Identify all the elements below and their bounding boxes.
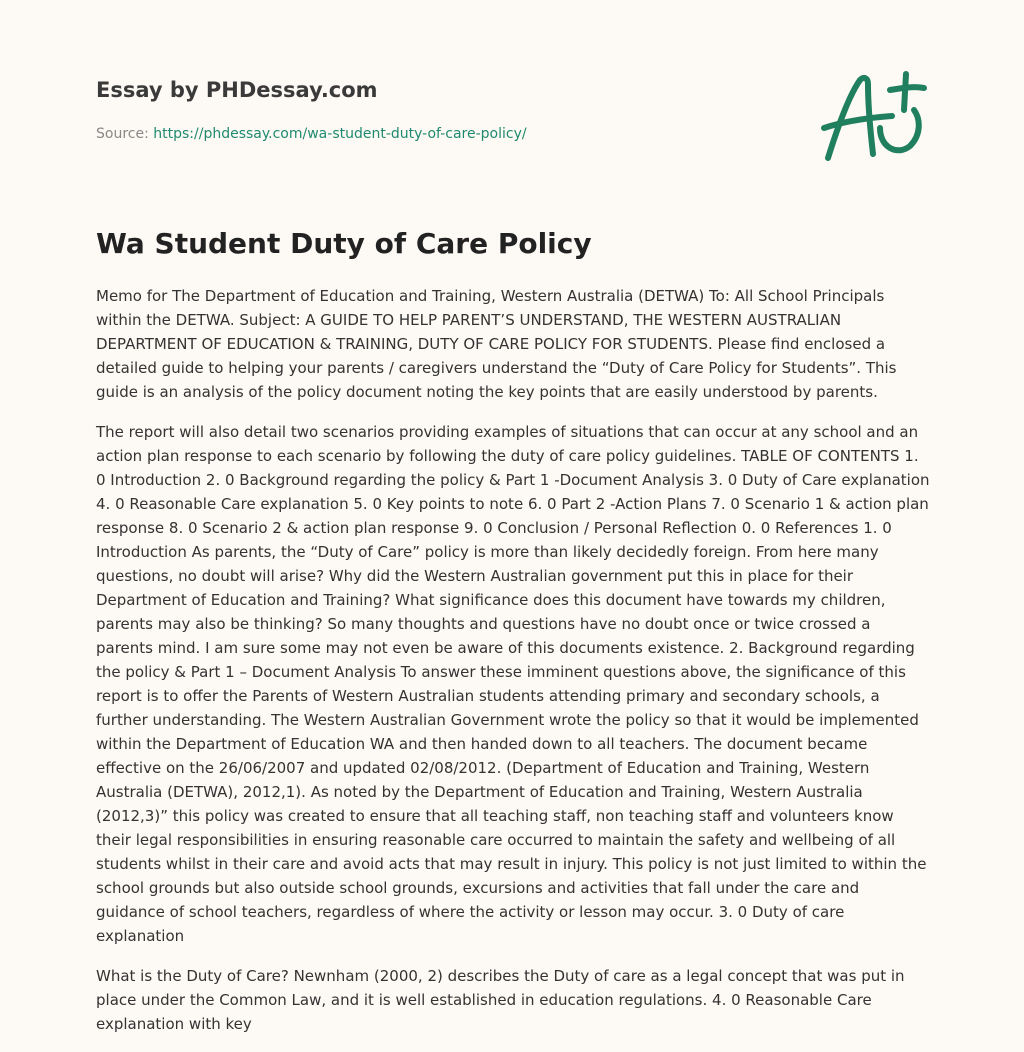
essay-paragraph: What is the Duty of Care? Newnham (2000, 2) describes the Duty of care as a legal concept that was put in place under the Common Law, and it is well established in education regulations. 4. 0 Reasonable Care explanation with key [96,967,905,1033]
site-brand: Essay by PHDessay.com [96,78,378,102]
essay-title: Wa Student Duty of Care Policy [96,227,592,260]
essay-body [96,284,932,1052]
source-line [96,124,796,144]
source-link[interactable]: https://phdessay.com/wa-student-duty-of-care-policy/ [153,126,527,142]
source-label: Source: [96,126,149,142]
essay-paragraph: The report will also detail two scenarios providing examples of situations that can occur at any school and an action plan response to each scenario by following the duty of care policy guidelines. TABLE OF CONTENTS 1. 0 Introduction 2. 0 Background regarding the policy & Part 1 -Document Analysis 3. 0 Duty of Care explanation 4. 0 Reasonable Care explanation 5. 0 Key points to note 6. 0 Part 2 -Action Plans 7. 0 Scenario 1 & action plan response 8. 0 Scenario 2 & action plan response 9. 0 Conclusion / Personal Reflection 0. 0 References 1. 0 Introduction As parents, the “Duty of Care” policy is more than likely decidedly foreign. From here many questions, no doubt will arise? Why did the Western Australian government put this in place for their Department of Education and Training? What significance does this document have towards my children, parents may also be thinking? So many thoughts and questions have no doubt once or twice crossed a parents mind. I am sure some may not even be aware of this documents existence. 2. Background regarding the policy & Part 1 – Document Analysis To answer these imminent questions above, the significance of this report is to offer the Parents of Western Australian students attending primary and secondary schools, a further understanding. The Western Australian Government wrote the policy so that it would be implemented within the Department of Education WA and then handed down to all teachers. The document became effective on the 26/06/2007 and updated 02/08/2012. (Department of Education and Training, Western Australia (DETWA), 2012,1). As noted by the Department of Education and Training, Western Australia (2012,3)” this policy was created to ensure that all teaching staff, non teaching staff and volunteers know their legal responsibilities in ensuring reasonable care occurred to maintain the safety and wellbeing of all students whilst in their care and avoid acts that may result in injury. This policy is not just limited to within the school grounds but also outside school grounds, excursions and activities that fall under the care and guidance of school teachers, regardless of where the activity or lesson may occur. 3. 0 Duty of care explanation [96,423,930,945]
essay-paragraph: Memo for The Department of Education and Training, Western Australia (DETWA) To: All School Principals within the DETWA. Subject: A GUIDE TO HELP PARENT’S UNDERSTAND, THE WESTERN AUSTRALIAN DEPARTMENT OF EDUCATION & TRAINING, DUTY OF CARE POLICY FOR STUDENTS. Please find enclosed a detailed guide to helping your parents / caregivers understand the “Duty of Care Policy for Students”. This guide is an analysis of the policy document noting the key points that are easily understood by parents. [96,287,897,401]
a-plus-logo-icon [818,66,930,166]
page-header [96,76,796,144]
